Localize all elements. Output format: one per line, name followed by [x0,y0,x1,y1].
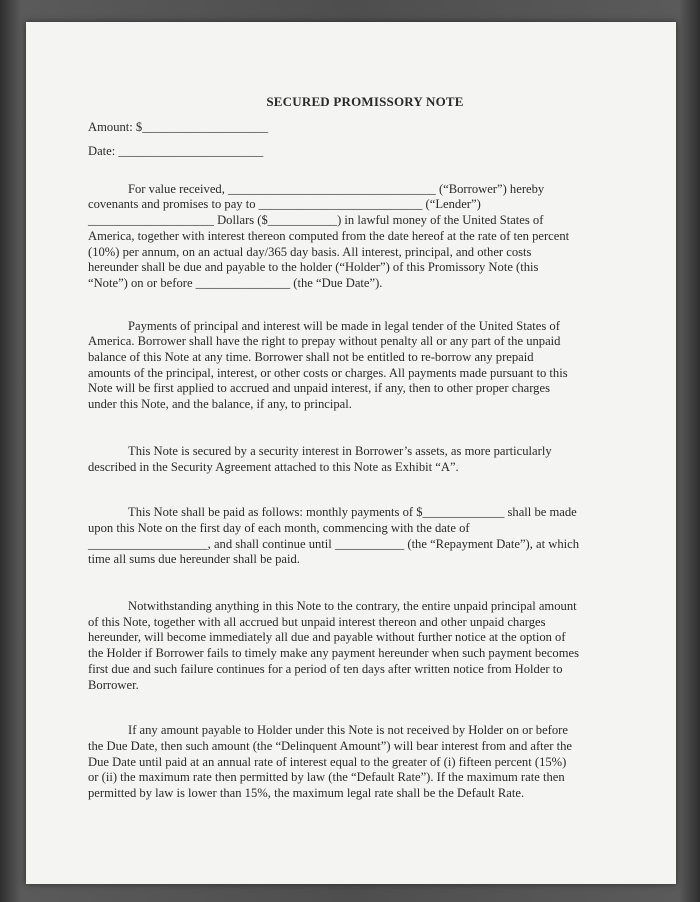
paragraph-line: ___________________, and shall continue until ___________ (the “Repayment Date”), at which [88,536,580,551]
paragraph-line: This Note is secured by a security interest in Borrower’s assets, as more particularly [128,443,552,458]
paragraph-line: the Holder if Borrower fails to timely make any payment hereunder when such payment becomes [88,646,579,661]
paragraph-line: If any amount payable to Holder under this Note is not received by Holder on or before [128,723,568,738]
paragraph-payment-promise [88,182,642,292]
paragraph-line: balance of this Note at any time. Borrower shall not be entitled to re-borrow any prepaid [88,350,534,365]
paragraph-line: Due Date until paid at an annual rate of interest equal to the greater of (i) fifteen percent (15%) [88,754,567,769]
paragraph-line: Payments of principal and interest will be made in legal tender of the United States of [128,318,560,333]
paragraph-line: or (ii) the maximum rate then permitted by law (the “Default Rate”). If the maximum rate then [88,770,565,785]
paragraph-line: under this Note, and the balance, if any, to principal. [88,397,352,412]
paragraph-line: “Note”) on or before _______________ (the “Due Date”). [88,275,383,290]
paragraph-line: covenants and promises to pay to __________________________ (“Lender”) [88,197,481,212]
paragraph-line: Borrower. [88,677,139,692]
document-body [88,94,642,802]
paragraph-line: America, together with interest thereon computed from the date hereof at the rate of ten percent [88,228,570,243]
paragraph-line: hereunder, will become immediately all due and payable without further notice at the option of [88,630,566,645]
paragraph-security [88,444,642,475]
paragraph-line: time all sums due hereunder shall be paid. [88,552,300,567]
amount-field: Amount: $____________________ [88,119,269,134]
paragraph-line: described in the Security Agreement attached to this Note as Exhibit “A”. [88,459,459,474]
paragraph-default-interest [88,723,642,802]
paragraph-line: the Due Date, then such amount (the “Delinquent Amount”) will bear interest from and after the [88,738,572,753]
paragraph-line: ____________________ Dollars ($___________) in lawful money of the United States of [88,213,544,228]
paragraph-line: hereunder shall be due and payable to the holder (“Holder”) of this Promissory Note (this [88,260,539,275]
paragraph-line: permitted by law is lower than 15%, the maximum legal rate shall be the Default Rate. [88,786,525,801]
paragraph-payments [88,319,642,413]
paragraph-line: amounts of the principal, interest, or other costs or charges. All payments made pursuant to this [88,365,568,380]
paragraph-line: For value received, _________________________________ (“Borrower”) hereby [128,181,545,196]
paragraph-line: upon this Note on the first day of each month, commencing with the date of [88,520,470,535]
paragraph-payment-schedule [88,505,642,568]
paragraph-line: of this Note, together with all accrued but unpaid interest thereon and other unpaid charges [88,614,546,629]
paragraph-acceleration [88,599,642,693]
paragraph-line: This Note shall be paid as follows: monthly payments of $_____________ shall be made [128,505,577,520]
paragraph-line: Note will be first applied to accrued and unpaid interest, if any, then to other proper charges [88,381,550,396]
document-page [26,22,676,884]
date-field: Date: _______________________ [88,143,264,158]
document-title: SECURED PROMISSORY NOTE [266,94,464,109]
paragraph-line: (10%) per annum, on an actual day/365 day basis. All interest, principal, and other costs [88,244,532,259]
paragraph-line: America. Borrower shall have the right to prepay without penalty all or any part of the unpaid [88,334,561,349]
paragraph-line: Notwithstanding anything in this Note to the contrary, the entire unpaid principal amount [128,599,577,614]
paragraph-line: first due and such failure continues for a period of ten days after written notice from Holder to [88,661,563,676]
